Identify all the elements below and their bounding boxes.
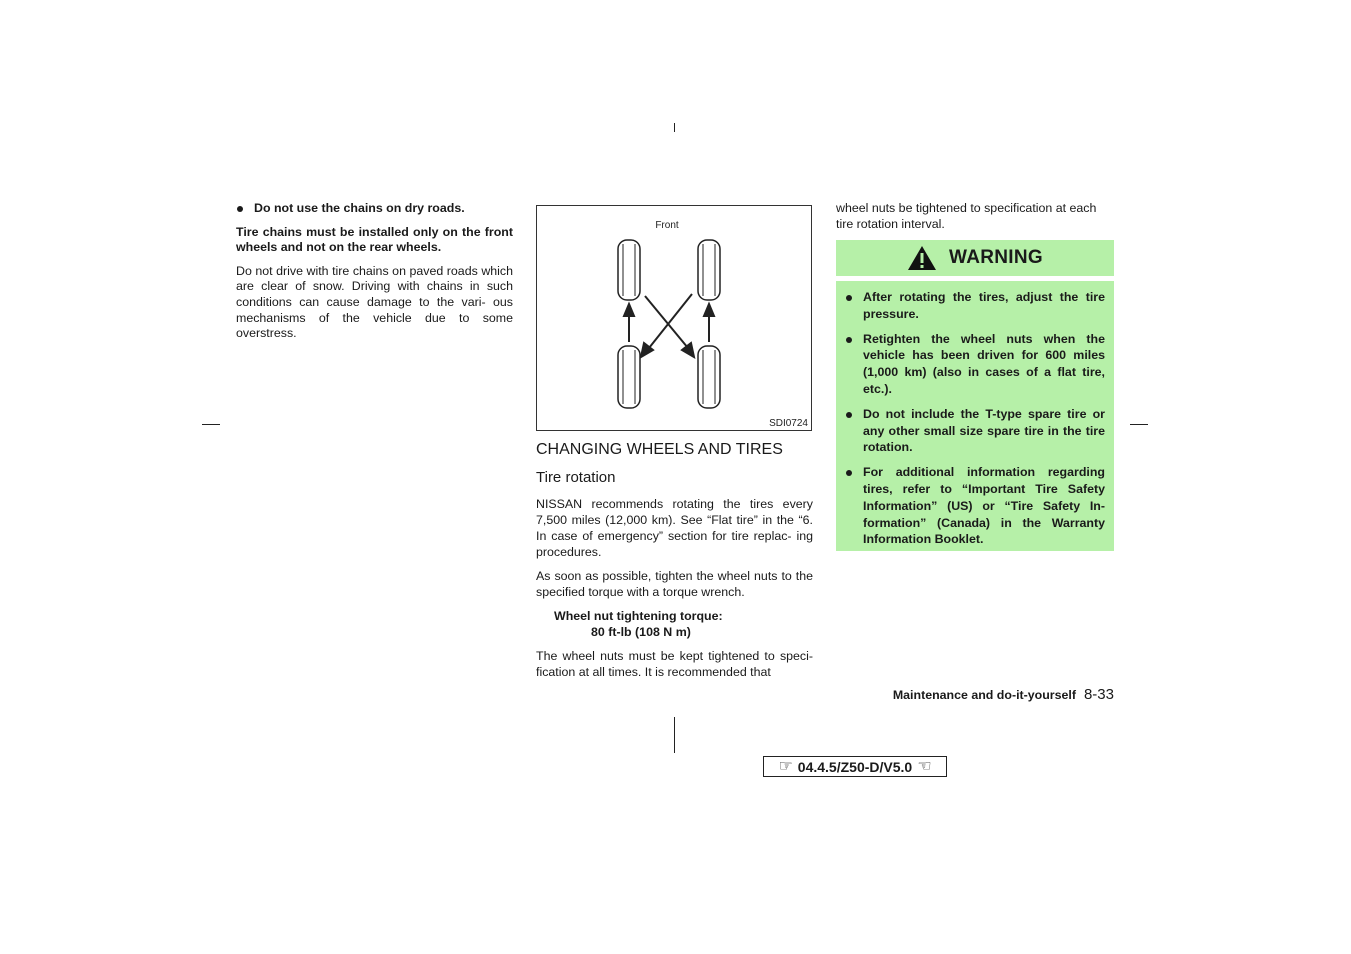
page-footer [893, 686, 1114, 703]
pointing-hand-right-icon: ☞ [778, 757, 793, 775]
right-column-continuation [836, 201, 1114, 239]
document-code: 04.4.5/Z50-D/V5.0 [797, 758, 913, 775]
warning-triangle-icon [907, 245, 937, 271]
front-right-tire [698, 240, 720, 300]
keep-tightened-paragraph: The wheel nuts must be kept tightened to speci- fication at all times. It is recommended that [536, 649, 813, 679]
section-heading: CHANGING WHEELS AND TIRES [536, 441, 783, 458]
rotation-interval-paragraph: NISSAN recommends rotating the tires every 7,500 miles (12,000 km). See “Flat tire” in the “6. In case of emergency” section for tire replac- ing procedures. [536, 497, 813, 559]
rear-right-tire [698, 346, 720, 408]
footer-section-name: Maintenance and do-it-yourself [892, 688, 1076, 702]
warning-item: For additional information regarding tires, refer to “Important Tire Safety Information” (US) or “Tire Safety In- formation” (Canada) in the Warranty Information Booklet. [845, 464, 1105, 548]
warning-item: Retighten the wheel nuts when the vehicle has been driven for 600 miles (1,000 km) (also in cases of a flat tire, etc.). [845, 331, 1105, 398]
figure-code: SDI0724 [769, 418, 808, 429]
front-left-tire [618, 240, 640, 300]
warning-item: After rotating the tires, adjust the tire pressure. [845, 289, 1105, 323]
warning-item: Do not include the T-type spare tire or any other small size spare tire in the tire rotation. [845, 406, 1105, 456]
warning-title: WARNING [949, 247, 1043, 268]
tire-rotation-diagram [537, 206, 811, 430]
cross-arrow-left [649, 294, 692, 348]
left-column [236, 201, 513, 349]
chains-dry-road-bullet: Do not use the chains on dry roads. [236, 201, 513, 217]
document-code-box [763, 756, 947, 777]
rear-left-tire [618, 346, 640, 408]
tighten-paragraph: As soon as possible, tighten the wheel nuts to the specified torque with a torque wrench. [536, 569, 813, 599]
crop-mark-right [1130, 424, 1148, 425]
pointing-hand-left-icon: ☜ [917, 757, 932, 775]
torque-value: 80 ft-lb (108 N m) [591, 625, 691, 639]
warning-body [836, 281, 1114, 551]
warning-header [836, 240, 1114, 276]
front-label: Front [655, 220, 679, 231]
page-number: 8-33 [1083, 686, 1114, 703]
crop-mark-top [674, 123, 675, 132]
chains-paved-road-paragraph: Do not drive with tire chains on paved roads which are clear of snow. Driving with chains in such conditions can cause damage to the vari- ous mechanisms of the vehicle due to some overstress. [236, 263, 513, 341]
tire-rotation-figure [536, 205, 812, 431]
torque-label: Wheel nut tightening torque: [554, 609, 723, 623]
crop-mark-left [202, 424, 220, 425]
middle-column [536, 496, 813, 687]
sub-heading: Tire rotation [536, 469, 616, 486]
chains-front-wheels-note: Tire chains must be installed only on the front wheels and not on the rear wheels. [236, 224, 513, 255]
continuation-paragraph: wheel nuts be tightened to specification at each tire rotation interval. [836, 201, 1097, 231]
cross-arrow-right [645, 296, 688, 348]
crop-mark-bottom [674, 717, 675, 753]
rotation-arrows [624, 294, 714, 357]
